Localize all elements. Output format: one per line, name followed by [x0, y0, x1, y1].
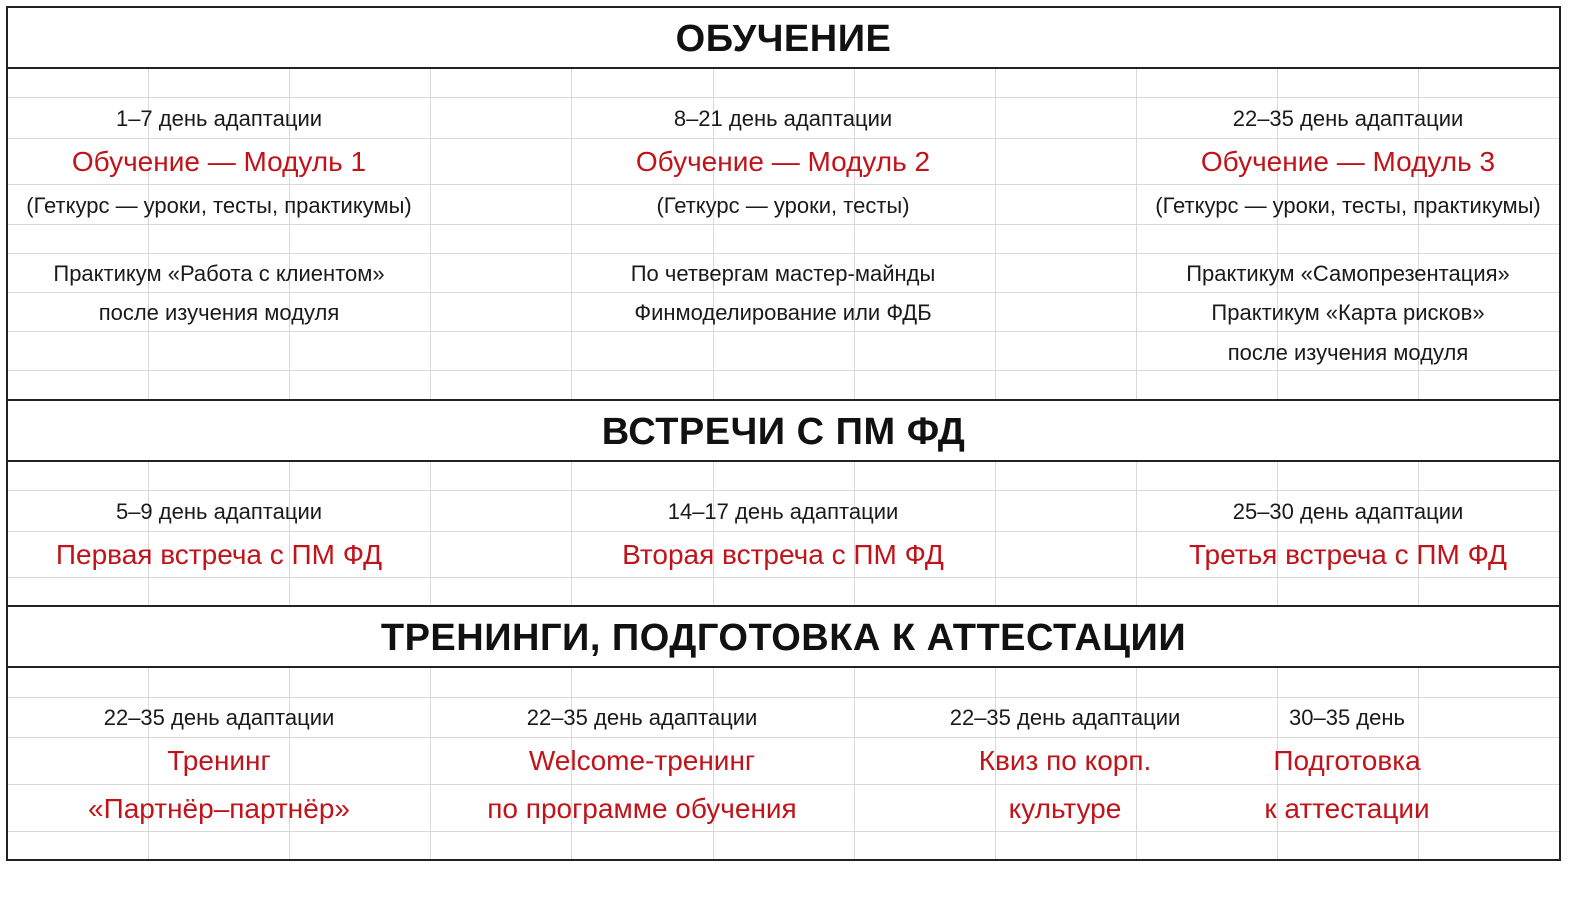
border-above-trainings-title: [6, 605, 1561, 607]
module-2-period: 8–21 день адаптации: [673, 106, 893, 131]
gridline-horizontal: [8, 370, 1559, 371]
module-3-period: 22–35 день адаптации: [1232, 106, 1464, 131]
gridline-horizontal: [8, 97, 1559, 98]
training-3-period: 22–35 день адаптации: [949, 705, 1181, 730]
meeting-2-period: 14–17 день адаптации: [667, 499, 899, 524]
module-3-note: после изучения модуля: [1227, 340, 1469, 365]
training-2-period: 22–35 день адаптации: [526, 705, 758, 730]
training-2-name: по программе обучения: [487, 793, 797, 824]
border-under-meetings-title: [6, 460, 1561, 462]
border-top: [6, 6, 1561, 8]
training-1-name: Тренинг: [167, 745, 271, 776]
training-4-name: Подготовка: [1273, 745, 1421, 776]
meeting-2-name: Вторая встреча с ПМ ФД: [622, 539, 944, 570]
meeting-1-name: Первая встреча с ПМ ФД: [55, 539, 383, 570]
border-bottom: [6, 859, 1561, 861]
section-title-learning: ОБУЧЕНИЕ: [675, 18, 892, 60]
gridline-horizontal: [8, 331, 1559, 332]
gridline-horizontal: [8, 184, 1559, 185]
gridline-horizontal: [8, 138, 1559, 139]
module-1-format: (Геткурс — уроки, тесты, практикумы): [26, 193, 412, 218]
module-1-note: после изучения модуля: [98, 300, 340, 325]
section-title-trainings: ТРЕНИНГИ, ПОДГОТОВКА К АТТЕСТАЦИИ: [380, 617, 1187, 659]
gridline-horizontal: [8, 253, 1559, 254]
training-1-name: «Партнёр–партнёр»: [88, 793, 350, 824]
gridline-horizontal: [8, 292, 1559, 293]
module-3-note: Практикум «Самопрезентация»: [1186, 261, 1510, 286]
module-3-note: Практикум «Карта рисков»: [1211, 300, 1485, 325]
gridline-horizontal: [8, 577, 1559, 578]
meeting-3-period: 25–30 день адаптации: [1232, 499, 1464, 524]
module-1-note: Практикум «Работа с клиентом»: [53, 261, 385, 286]
module-3-format: (Геткурс — уроки, тесты, практикумы): [1155, 193, 1541, 218]
module-2-note: По четвергам мастер-майнды: [630, 261, 936, 286]
gridline-horizontal: [8, 531, 1559, 532]
gridline-horizontal: [8, 224, 1559, 225]
training-1-period: 22–35 день адаптации: [103, 705, 335, 730]
training-4-name: к аттестации: [1264, 793, 1430, 824]
module-2-note: Финмоделирование или ФДБ: [634, 300, 932, 325]
border-under-learning-title: [6, 67, 1561, 69]
section-title-meetings: ВСТРЕЧИ С ПМ ФД: [601, 411, 966, 453]
gridline-horizontal: [8, 737, 1559, 738]
border-right: [1559, 6, 1561, 861]
module-2-format: (Геткурс — уроки, тесты): [656, 193, 910, 218]
training-3-name: Квиз по корп.: [978, 745, 1152, 776]
gridline-horizontal: [8, 831, 1559, 832]
module-1-period: 1–7 день адаптации: [115, 106, 323, 131]
training-4-period: 30–35 день: [1289, 705, 1405, 730]
module-2-name: Обучение — Модуль 2: [635, 146, 931, 177]
gridline-horizontal: [8, 490, 1559, 491]
module-1-name: Обучение — Модуль 1: [71, 146, 367, 177]
training-3-name: культуре: [1008, 793, 1122, 824]
gridline-horizontal: [8, 784, 1559, 785]
meeting-3-name: Третья встреча с ПМ ФД: [1189, 539, 1507, 570]
module-3-name: Обучение — Модуль 3: [1200, 146, 1496, 177]
border-above-meetings-title: [6, 399, 1561, 401]
gridline-horizontal: [8, 697, 1559, 698]
border-under-trainings-title: [6, 666, 1561, 668]
meeting-1-period: 5–9 день адаптации: [115, 499, 323, 524]
training-2-name: Welcome-тренинг: [528, 745, 756, 776]
